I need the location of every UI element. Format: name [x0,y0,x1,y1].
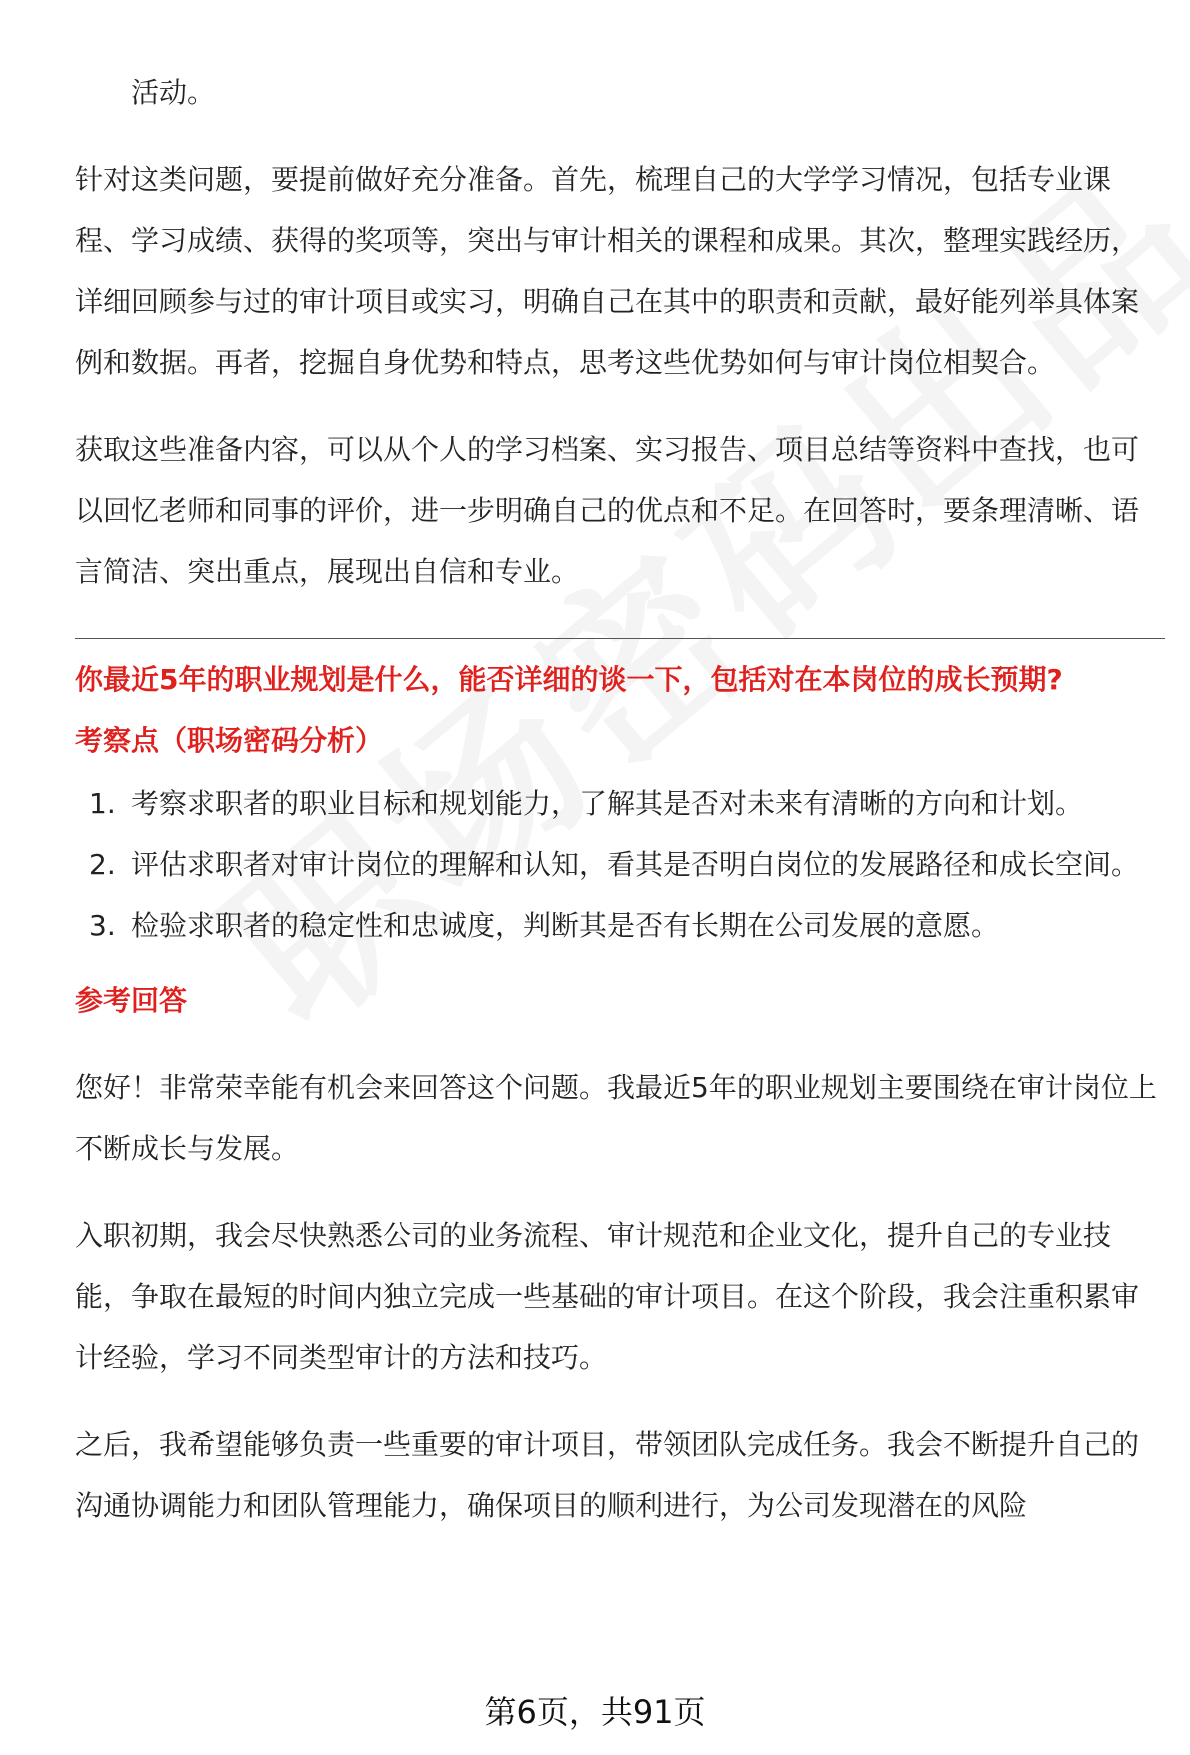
analysis-heading: 考察点（职场密码分析） [75,724,384,757]
question-heading: 你最近5年的职业规划是什么，能否详细的谈一下，包括对在本岗位的成长预期? [75,663,1063,696]
answer-paragraph: 之后，我希望能够负责一些重要的审计项目，带领团队完成任务。我会不断提升自己的沟通协调能力和团队管理能力，确保项目的顺利进行，为公司发现潜在的风险 [75,1428,1140,1522]
list-item-text: 检验求职者的稳定性和忠诚度，判断其是否有长期在公司发展的意愿。 [131,909,1000,942]
list-item-text: 评估求职者对审计岗位的理解和认知，看其是否明白岗位的发展路径和成长空间。 [131,848,1140,881]
list-item-number: 1. [89,787,116,820]
reference-heading: 参考回答 [75,984,188,1017]
page-number: 第6页，共91页 [484,1693,706,1731]
list-item-number: 2. [89,848,116,881]
answer-paragraph: 您好！非常荣幸能有机会来回答这个问题。我最近5年的职业规划主要围绕在审计岗位上不断成长与发展。 [75,1071,1157,1165]
list-item [75,895,1165,956]
answer-paragraph: 入职初期，我会尽快熟悉公司的业务流程、审计规范和企业文化，提升自己的专业技能，争取在最短的时间内独立完成一些基础的审计项目。在这个阶段，我会注重积累审计经验，学习不同类型审计的方法和技巧。 [75,1219,1140,1374]
list-item-text: 考察求职者的职业目标和规划能力，了解其是否对未来有清晰的方向和计划。 [131,787,1084,820]
document-body [75,62,1165,1536]
analysis-list [75,773,1165,956]
section-divider [75,638,1165,639]
list-item [75,773,1165,834]
list-item [75,834,1165,895]
continued-paragraph: 活动。 [131,76,216,109]
sources-paragraph: 获取这些准备内容，可以从个人的学习档案、实习报告、项目总结等资料中查找，也可以回忆老师和同事的评价，进一步明确自己的优点和不足。在回答时，要条理清晰、语言简洁、突出重点，展现出自信和专业。 [75,433,1140,588]
preparation-paragraph: 针对这类问题，要提前做好充分准备。首先，梳理自己的大学学习情况，包括专业课程、学习成绩、获得的奖项等，突出与审计相关的课程和成果。其次，整理实践经历，详细回顾参与过的审计项目或实习，明确自己在其中的职责和贡献，最好能列举具体案例和数据。再者，挖掘自身优势和特点，思考这些优势如何与审计岗位相契合。 [75,163,1140,379]
list-item-number: 3. [89,909,116,942]
